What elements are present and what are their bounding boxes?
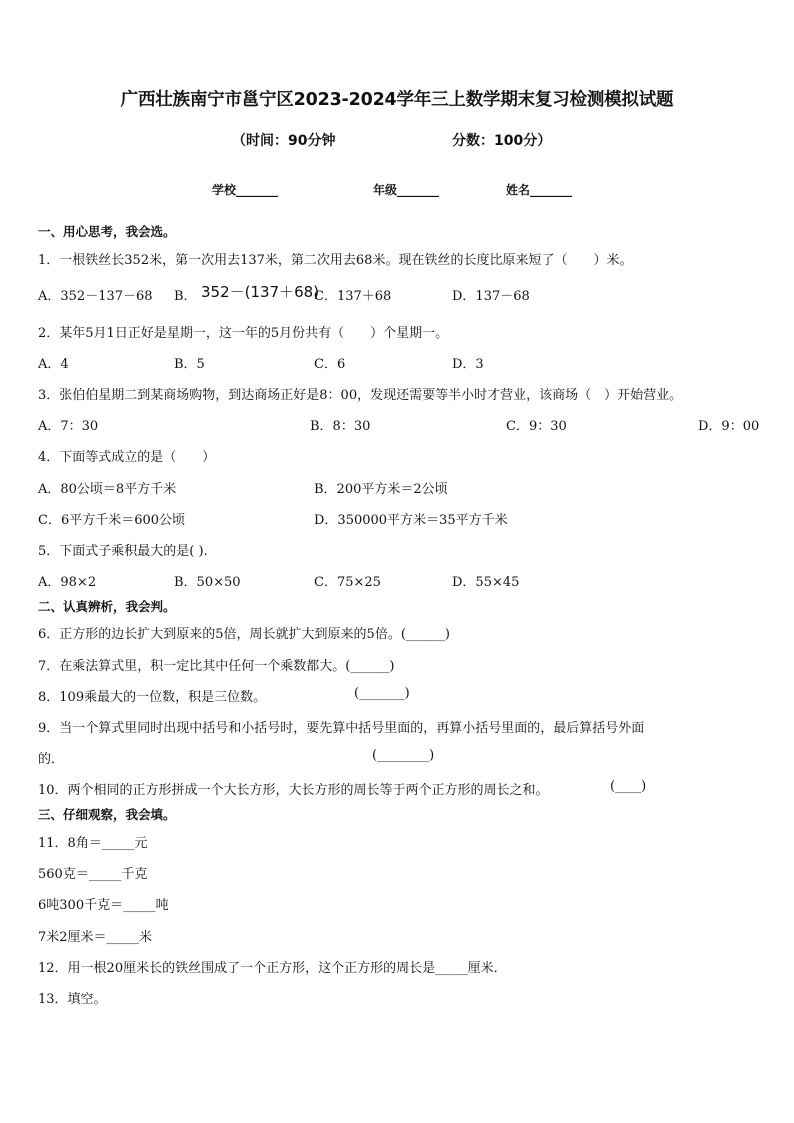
- question-10-blank: (____): [610, 779, 647, 794]
- question-11-line-4: 7米2厘米＝_____米: [38, 930, 153, 945]
- question-5: 5．下面式子乘积最大的是( ).: [38, 544, 208, 559]
- school-field: 学校_______: [212, 183, 279, 197]
- q3-option-d: D．9：00: [698, 419, 760, 434]
- question-13: 13．填空。: [38, 992, 107, 1007]
- page-title: 广西壮族南宁市邕宁区2023-2024学年三上数学期末复习检测模拟试题: [120, 90, 674, 110]
- question-4: 4．下面等式成立的是（ ）: [38, 450, 216, 465]
- question-11-line-2: 560克＝_____千克: [38, 867, 148, 882]
- question-11-line-3: 6吨300千克＝_____吨: [38, 898, 169, 913]
- q5-option-d: D．55×45: [452, 575, 520, 590]
- q5-option-a: A．98×2: [38, 575, 97, 590]
- q1-option-d: D．137－68: [452, 289, 530, 304]
- q3-option-c: C．9：30: [506, 419, 567, 434]
- question-2: 2．某年5月1日正好是星期一，这一年的5月份共有（ ）个星期一。: [38, 326, 449, 341]
- q4-option-b: B．200平方米＝2公顷: [314, 482, 448, 497]
- q1-option-a: A．352－137－68: [38, 289, 153, 304]
- question-3: 3．张伯伯星期二到某商场购物，到达商场正好是8：00，发现还需要等半小时才营业，该商场（ ）开始营业。: [38, 388, 683, 403]
- q1-option-b-expression: 352－(137＋68): [201, 283, 320, 301]
- question-10: 10．两个相同的正方形拼成一个大长方形，大长方形的周长等于两个正方形的周长之和。: [38, 783, 549, 798]
- q4-option-a: A．80公顷＝8平方千米: [38, 482, 177, 497]
- question-6: 6．正方形的边长扩大到原来的5倍，周长就扩大到原来的5倍。(______): [38, 627, 450, 642]
- section-3-heading: 三、仔细观察，我会填。: [38, 807, 176, 822]
- question-9-line-1: 9．当一个算式里同时出现中括号和小括号时，要先算中括号里面的，再算小括号里面的，最后算括号外面: [38, 721, 645, 736]
- grade-field: 年级_______: [373, 183, 440, 197]
- q2-option-c: C．6: [314, 357, 346, 372]
- q1-option-c: C．137＋68: [314, 289, 392, 304]
- question-11-line-1: 11．8角＝_____元: [38, 836, 148, 851]
- q3-option-b: B．8：30: [310, 419, 371, 434]
- q2-option-a: A．4: [38, 357, 69, 372]
- question-12: 12．用一根20厘米长的铁丝围成了一个正方形，这个正方形的周长是_____厘米．: [38, 961, 507, 976]
- exam-time: （时间：90分钟: [232, 133, 336, 149]
- exam-score: 分数：100分）: [452, 133, 552, 149]
- name-field: 姓名_______: [506, 183, 573, 197]
- question-9-blank: (________): [372, 748, 435, 763]
- q5-option-b: B．50×50: [174, 575, 241, 590]
- section-1-heading: 一、用心思考，我会选。: [38, 224, 176, 239]
- question-9-line-2: 的．: [38, 752, 65, 767]
- q5-option-c: C．75×25: [314, 575, 381, 590]
- q2-option-d: D．3: [452, 357, 484, 372]
- q3-option-a: A．7：30: [38, 419, 99, 434]
- q1-option-b-label: B．: [174, 289, 197, 304]
- q4-option-d: D．350000平方米＝35平方千米: [314, 513, 508, 528]
- question-7: 7．在乘法算式里，积一定比其中任何一个乘数都大。(______): [38, 659, 395, 674]
- question-8-blank: (_______): [354, 686, 410, 701]
- question-8: 8．109乘最大的一位数，积是三位数。: [38, 690, 267, 705]
- q2-option-b: B．5: [174, 357, 205, 372]
- question-1: 1．一根铁丝长352米，第一次用去137米，第二次用去68米。现在铁丝的长度比原来短了（ ）米。: [38, 253, 633, 268]
- section-2-heading: 二、认真辨析，我会判。: [38, 599, 176, 614]
- q4-option-c: C．6平方千米＝600公顷: [38, 513, 186, 528]
